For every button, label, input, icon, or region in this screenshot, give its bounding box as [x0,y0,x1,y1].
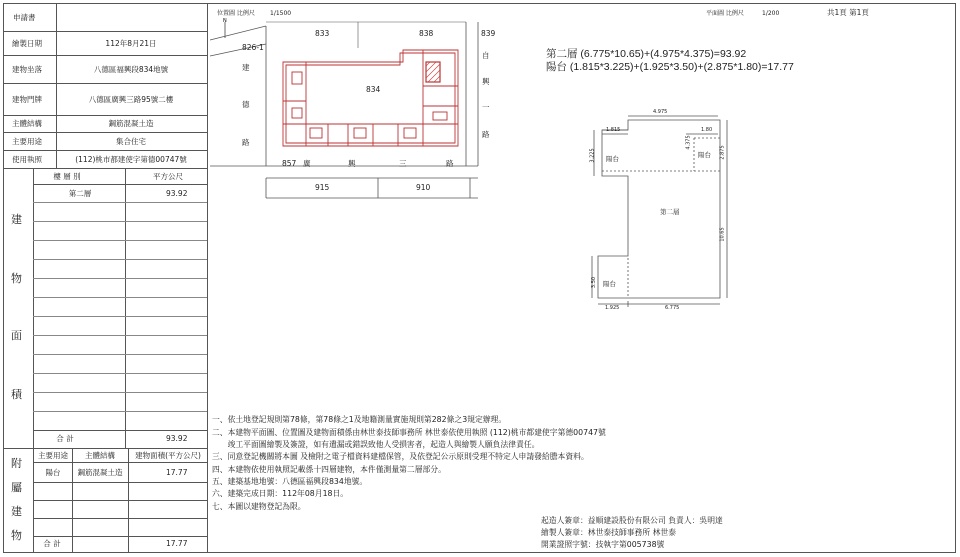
parcel-838: 838 [419,29,434,38]
parcel-915: 915 [315,183,330,192]
dim-right: 10.65 [719,227,726,242]
annex-col-structure: 主體結構 [85,451,115,460]
annex-col-area: 建物面積(平方公尺) [135,451,201,460]
area-side-char: 物 [11,272,22,285]
parcel-910: 910 [416,183,431,192]
value-address: 八德區廣興三路95號二樓 [88,95,174,104]
road-guangxing-char: 路 [446,159,454,168]
area-side-char: 建 [11,213,22,226]
page-info: 共1頁 第1頁 [827,8,869,17]
area-table-row-line [33,392,207,393]
road-zixing-char: 自 [482,51,490,60]
floor-main-label: 第二層 [660,208,680,216]
label-address: 建物門牌 [12,95,42,104]
note-line: 竣工平面圖繪製及簽證，如有遺漏或錯誤致他人受損害者，起造人與繪製人願負法律責任。 [212,440,540,449]
dim-top-right: 1.80 [701,127,713,133]
floor-plan-header: 平面圖 比例尺 [706,10,744,17]
signature-builder: 起造人簽章：益順建設股份有限公司 負責人：吳明達 [541,516,723,525]
note-line: 四、本建物依使用執照記載係十四層建物，本件僅測量第二層部分。 [212,465,446,474]
parcel-833: 833 [315,29,330,38]
road-jiande-char: 路 [242,138,250,147]
value-drawing-date: 112年8月21日 [105,39,157,48]
value-permit: (112)桃市都建使字第德00747號 [75,155,187,164]
area-table-row-line [33,240,207,241]
dim-left-side: 3.225 [589,148,596,163]
dim-bottom-right: 6.775 [665,305,680,311]
dim-bottom-left-side: 3.50 [591,276,598,289]
annex-side-char: 附 [11,457,22,470]
area-floor-value: 93.92 [166,189,188,198]
svg-text:N: N [223,18,227,24]
label-drawing-date: 繪製日期 [12,39,42,48]
area-total-label: 合 計 [56,434,74,443]
balcony-label-bottom: 陽台 [603,280,616,288]
note-line: 七、本圖以建物登記為限。 [212,502,306,511]
area-formula-balcony: 陽台 (1.815*3.225)+(1.925*3.50)+(2.875*1.80)=17.77 [546,61,794,73]
location-map-scale: 1/1500 [270,10,292,17]
area-col-sqm: 平方公尺 [153,172,183,181]
dim-mid: 4.375 [685,135,692,150]
label-structure: 主體結構 [12,119,42,128]
area-col-floor: 樓 層 別 [53,172,81,181]
area-table-row-line [33,373,207,374]
area-table-row-line [33,335,207,336]
dim-top-left: 1.815 [606,127,621,133]
annex-total-label: 合 計 [43,539,61,548]
balcony-label-left: 陽台 [606,155,619,163]
annex-total-value: 17.77 [166,539,188,548]
note-line: 五、建築基地地號：八德區福興段834地號。 [212,477,368,486]
road-zixing-char: 路 [482,130,490,139]
parcel-826-1: 826-1 [242,43,264,52]
label-permit: 使用執照 [12,155,42,164]
dim-bottom-left: 1.925 [605,305,620,311]
dim-right-side: 2.875 [719,145,726,160]
value-location: 八德區福興段834地號 [93,65,169,74]
signature-license: 開業證照字號：技執字第005738號 [541,540,665,549]
road-guangxing-char: 廣 [303,159,311,168]
parcel-839: 839 [481,29,496,38]
road-jiande-char: 建 [242,63,250,72]
annex-side-char: 建 [11,505,22,518]
value-usage: 集合住宅 [116,137,146,146]
note-line: 一、依土地登記規則第78條，第78條之1及地籍測量實施規則第282條之3規定辦理。 [212,415,507,424]
label-usage: 主要用途 [12,137,42,146]
area-table-row-line [33,259,207,260]
label-location: 建物坐落 [12,65,42,74]
parcel-857: 857 [282,159,297,168]
annex-structure-value: 鋼筋混凝土造 [77,468,123,477]
area-table-row-line [33,297,207,298]
area-total-value: 93.92 [166,434,188,443]
app-title: 申請書 [13,13,36,22]
note-line: 六、建築完成日期：112年08月18日。 [212,489,349,498]
note-line: 三、同意登記機關將本圖 及檢附之電子檔資料建檔保管，及依登記公示原則受理不特定人申請發給謄本資料。 [212,452,589,461]
area-table-row-line [33,221,207,222]
annex-side-char: 屬 [11,481,22,494]
area-side-char: 積 [11,388,22,401]
road-guangxing-char: 興 [348,159,356,168]
floor-plan-scale: 1/200 [762,10,780,17]
annex-use-value: 陽台 [45,468,61,477]
annex-area-value: 17.77 [166,468,188,477]
dim-top: 4.975 [653,109,668,115]
signature-drafter: 繪製人簽章：林世泰技師事務所 林世泰 [541,528,677,537]
area-side-char: 面 [11,329,22,342]
area-table-row-line [33,411,207,412]
parcel-834: 834 [366,85,381,94]
annex-col-use: 主要用途 [38,451,68,460]
road-jiande-char: 德 [242,100,250,109]
road-guangxing-char: 三 [399,159,407,168]
area-table-row-line [33,202,207,203]
value-structure: 鋼筋混凝土造 [108,119,154,128]
balcony-label-right: 陽台 [698,151,711,159]
annex-side-char: 物 [11,529,22,542]
road-zixing-char: 一 [482,103,490,112]
area-formula-floor2: 第二層 (6.775*10.65)+(4.975*4.375)=93.92 [546,48,747,60]
road-zixing-char: 興 [482,77,490,86]
area-table-row-line [33,316,207,317]
area-table-row-line [33,354,207,355]
location-map-header: 位置圖 比例尺 [217,10,255,17]
area-floor-name: 第二層 [68,189,92,198]
note-line: 二、本建物平面圖、位置圖及建物面積係由林世泰技師事務所 林世泰依使用執照 (112)桃市都建使字第德00747號 [212,428,606,437]
area-table-row-line [33,278,207,279]
